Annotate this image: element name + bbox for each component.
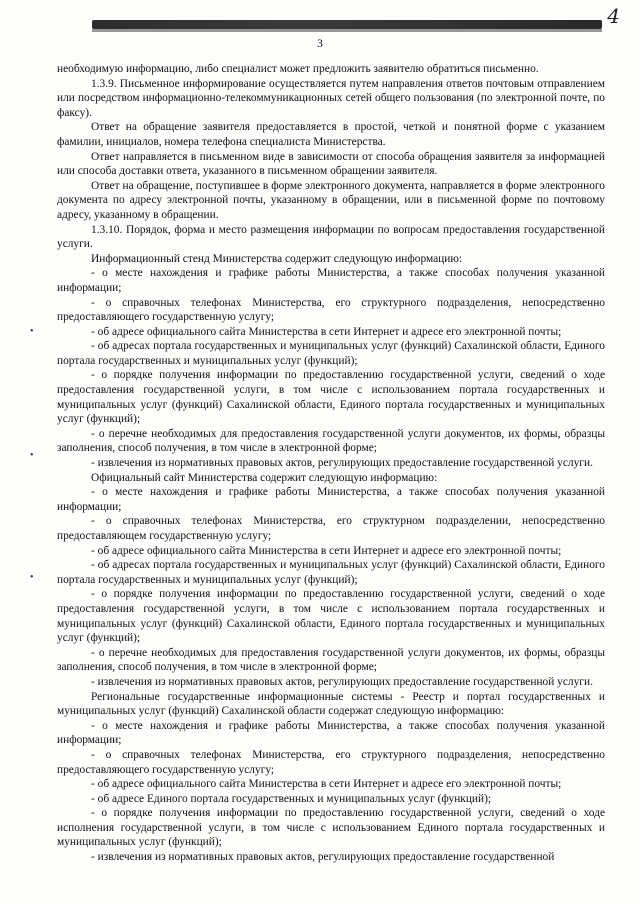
paragraph: - о порядке получения информации по предоставлению государственной услуги, сведений о ходе исполнения государственной услуги, в том числе с использованием Единого портала государственных и муниципальных услуг (функций); [57,807,605,849]
paragraph: Региональные государственные информационные системы - Реестр и портал государственных и муниципальных услуг (функций) Сахалинской области содержат следующую информацию: [57,690,605,718]
paragraph: - о месте нахождения и графике работы Министерства, а также способах получения указанной информации; [57,719,605,747]
page-number: 3 [317,38,323,50]
margin-dot-icon: • [30,450,34,461]
margin-dot-icon: • [30,326,34,337]
paragraph: Ответ направляется в письменном виде в зависимости от способа обращения заявителя за информацией или способа доставки ответа, указанного в письменном обращении заявителя. [57,150,605,178]
paragraph: Ответ на обращение заявителя предоставляется в простой, четкой и понятной форме с указанием фамилии, инициалов, номера телефона специалиста Министерства. [57,121,605,148]
paragraph: - об адресе Единого портала государственных и муниципальных услуг (функций); [91,792,492,805]
margin-dot-icon: • [30,572,34,583]
paragraph: - о перечне необходимых для предоставления государственной услуги документов, их формы, образцы заполнения, способ получения, в том числе в электронной форме; [57,427,605,455]
paragraph: - об адресе официального сайта Министерства в сети Интернет и адресе его электронной почты; [91,544,562,557]
paragraph: - о порядке получения информации по предоставлению государственной услуги, сведений о ходе предоставления государственной услуги, в том числе с использованием портала государственных и муниципальных услуг (функций) Сахалинской области, Единого портала государственных и муниципальных услуг (функций); [57,369,605,426]
scan-artifact-underline [92,29,602,32]
paragraph: - об адресе официального сайта Министерства в сети Интернет и адресе его электронной почты; [91,325,562,338]
paragraph: - извлечения из нормативных правовых актов, регулирующих предоставление государственной услуги. [91,675,593,688]
handwritten-page-mark: 4 [607,4,620,28]
paragraph: - об адресах портала государственных и муниципальных услуг (функций) Сахалинской области, Единого портала государственных и муниципальных услуг (функций); [57,559,605,586]
paragraph: - о справочных телефонах Министерства, его структурного подразделения, непосредственно предоставляющего государственную услугу; [57,748,605,776]
scan-artifact-bar [92,20,602,29]
paragraph: Информационный стенд Министерства содержит следующую информацию: [91,252,463,265]
paragraph: необходимую информацию, либо специалист может предложить заявителю обратиться письменно. [57,63,539,75]
paragraph: 1.3.10. Порядок, форма и место размещения информации по вопросам предоставления государственной услуги. [57,223,605,251]
paragraph: - об адресах портала государственных и муниципальных услуг (функций) Сахалинской области, Единого портала государственных и муниципальных услуг (функций); [57,340,605,367]
paragraph: - об адресе официального сайта Министерства в сети Интернет и адресе его электронной почты; [91,778,562,791]
document-body [57,62,605,865]
paragraph: - о справочных телефонах Министерства, его структурного подразделения, непосредственно предоставляющего государственную услугу; [57,296,605,324]
paragraph: - о месте нахождения и графике работы Министерства, а также способах получения указанной информации; [57,486,605,513]
paragraph: - о справочных телефонах Министерства, его структурном подразделении, непосредственно предоставляющем государственную услугу; [57,515,605,542]
paragraph: Ответ на обращение, поступившее в форме электронного документа, направляется в форме электронного документа по адресу электронной почты, указанному в обращении, или в письменной форме по почтовому адресу, указанному в обращении. [57,179,605,221]
paragraph: - о порядке получения информации по предоставлению государственной услуги, сведений о ходе предоставления государственной услуги, в том числе с использованием портала государственных и муниципальных услуг (функций) Сахалинской области, Единого портала государственных и муниципальных услуг (функций); [57,588,605,645]
paragraph: - извлечения из нормативных правовых актов, регулирующих предоставление государственной [91,851,555,864]
paragraph: Официальный сайт Министерства содержит следующую информацию: [91,471,438,484]
paragraph: - извлечения из нормативных правовых актов, регулирующих предоставление государственной услуги. [91,457,593,470]
paragraph: - о месте нахождения и графике работы Министерства, а также способах получения указанной информации; [57,267,605,294]
paragraph: - о перечне необходимых для предоставления государственной услуги документов, их формы, образцы заполнения, способ получения, в том числе в электронной форме; [57,646,605,674]
paragraph: 1.3.9. Письменное информирование осуществляется путем направления ответов почтовым отправлением или посредством информационно-телекоммуникационных сетей общего пользования (по электронной почте, по факсу). [57,77,605,119]
